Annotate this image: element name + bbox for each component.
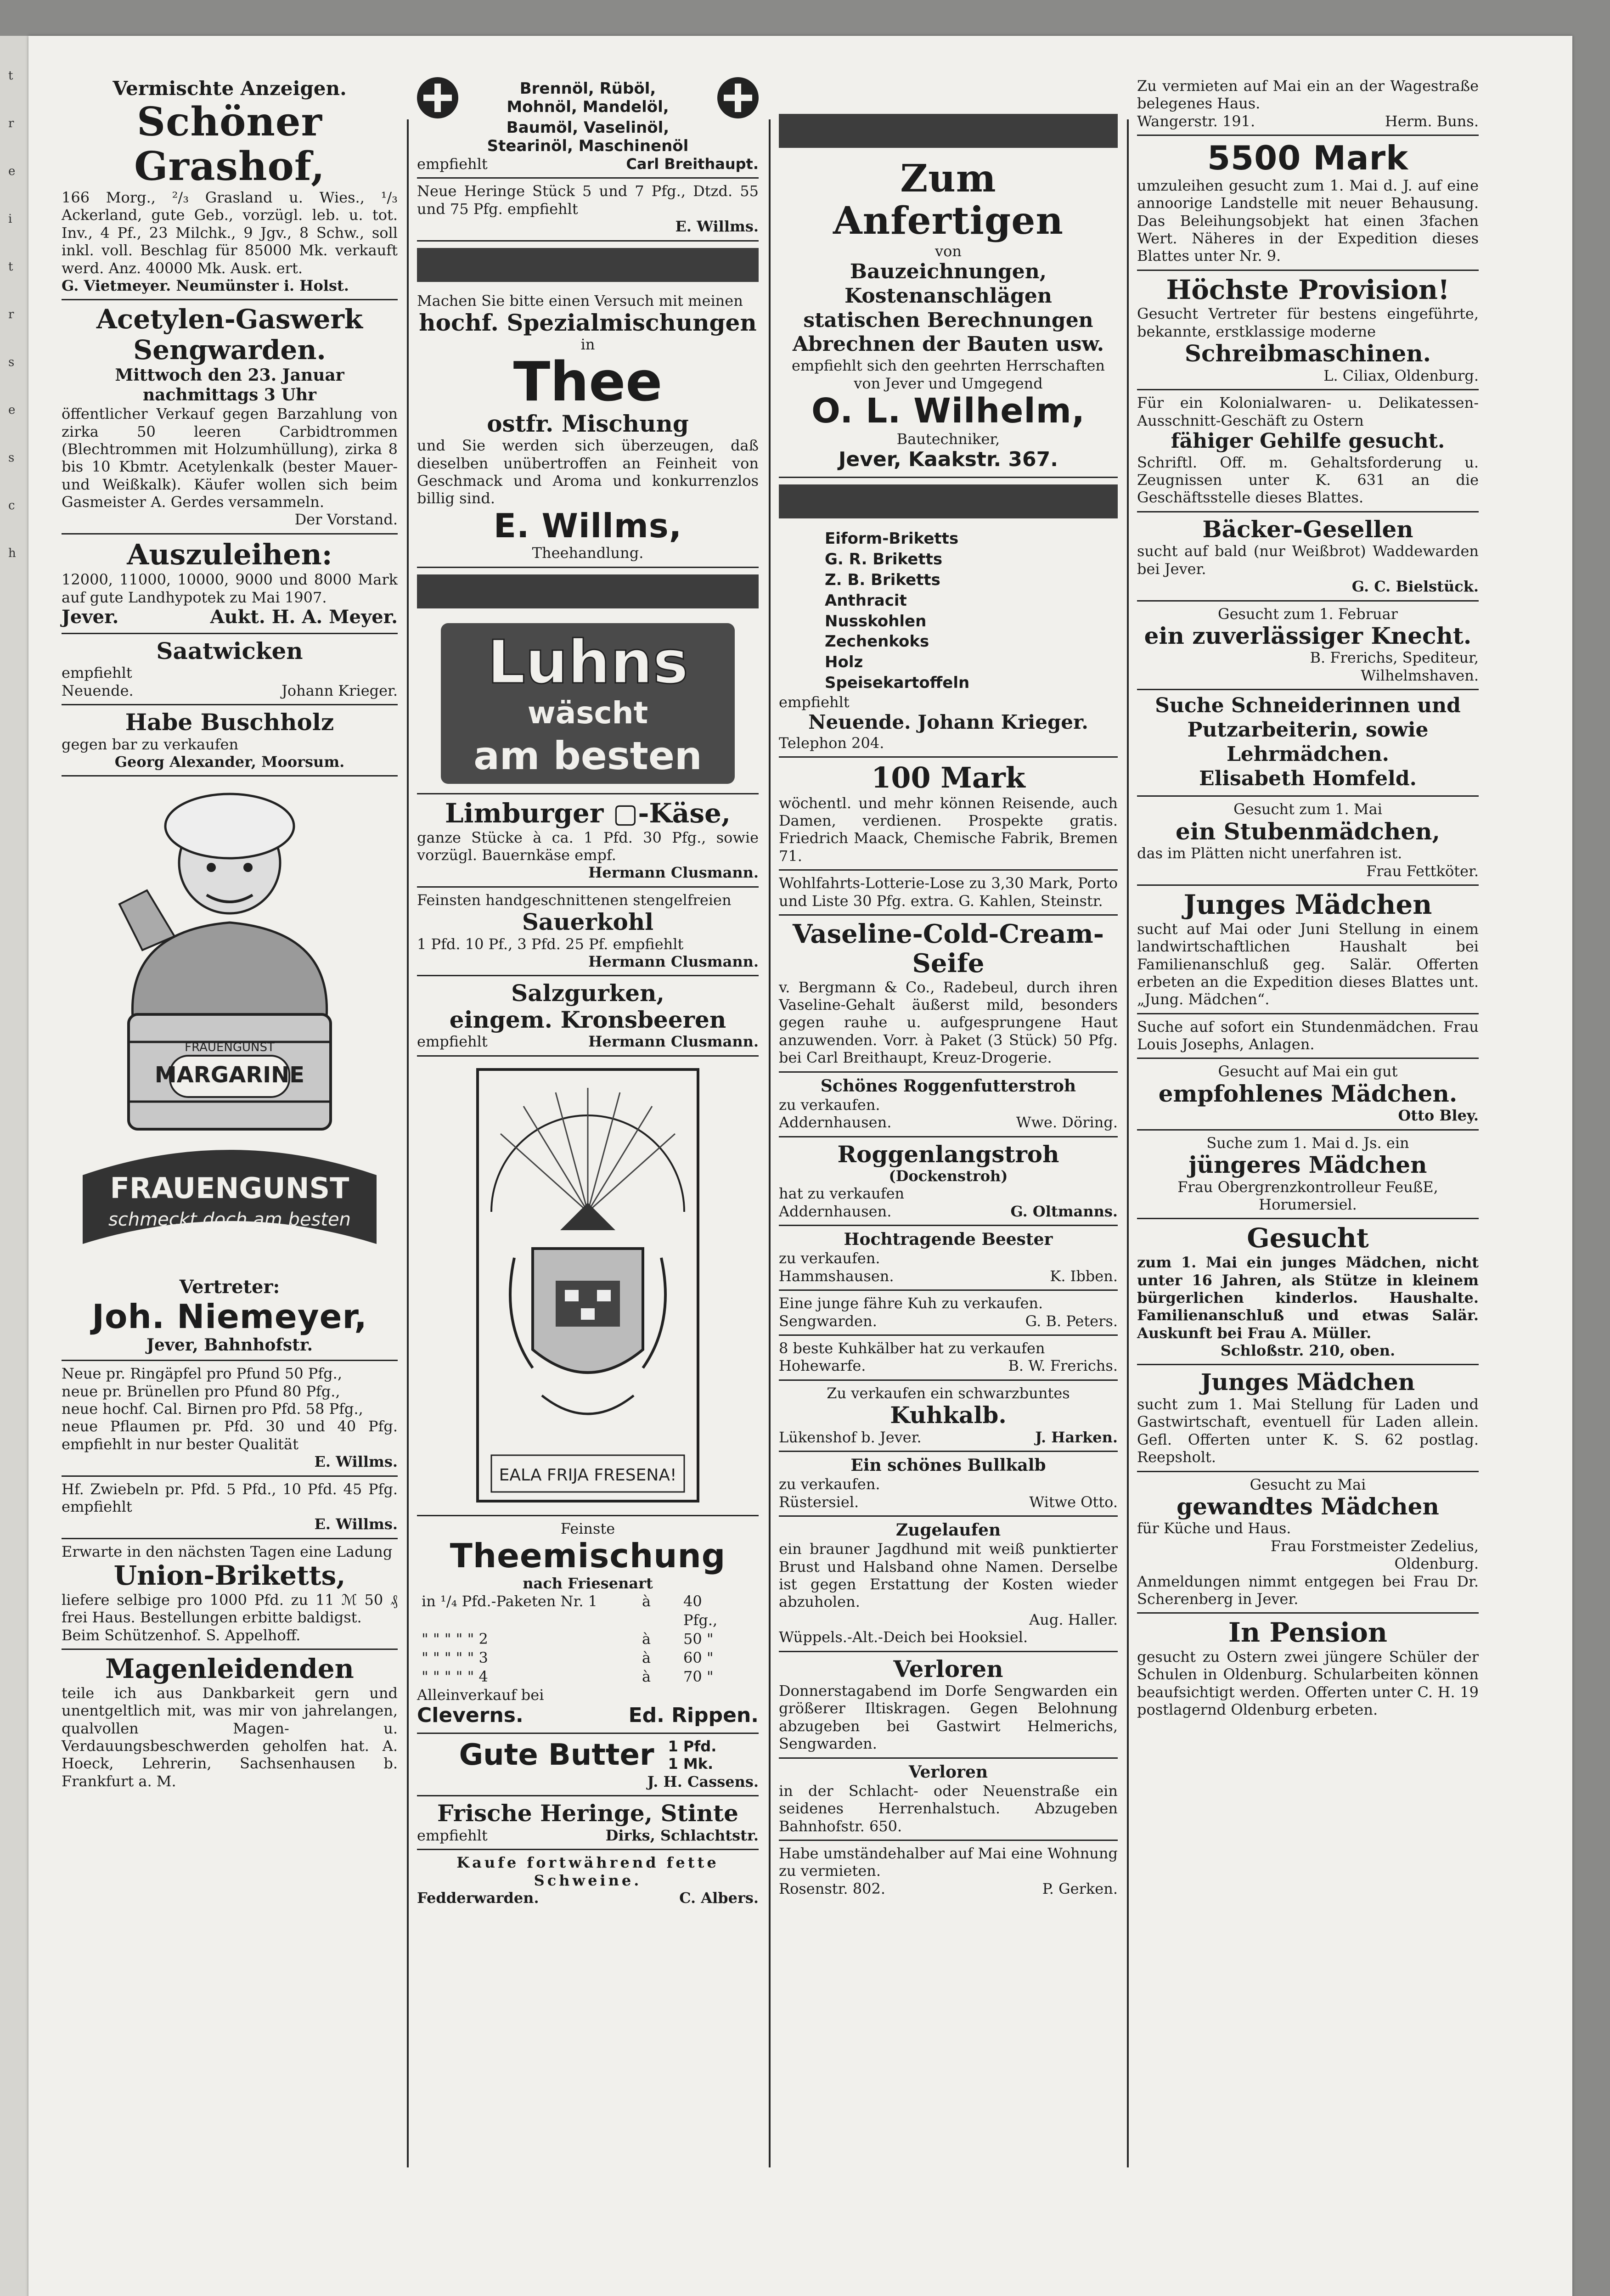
ad-signature: Horumersiel. bbox=[1259, 1196, 1357, 1214]
ad-text: empfiehlt bbox=[417, 1826, 488, 1844]
list-item: Zechenkoks bbox=[825, 632, 929, 651]
ad-firm: E. Willms, bbox=[493, 506, 682, 545]
ad-title: Sauerkohl bbox=[522, 908, 654, 936]
service-line: Abrechnen der Bauten usw. bbox=[792, 332, 1104, 356]
ad-text: zum 1. Mai ein junges Mädchen, nicht unter 16 Jahren, als Stütze in kleinem bürgerlichen kinderlos. Haushalte. Familienanschluß und etwas Salär. Auskunft bei Frau A. Müller. bbox=[1137, 1254, 1479, 1342]
ad-title: Gute Butter bbox=[459, 1738, 654, 1773]
margin-letter: r bbox=[8, 308, 14, 321]
oil-line: Baumöl, Vaselinöl, bbox=[506, 118, 670, 137]
ad-text: Schriftl. Off. m. Gehaltsforderung u. Zeugnissen unter K. 631 an die Geschäftsstelle dieses Blattes. bbox=[1137, 453, 1479, 506]
ad-place: Rüstersiel. bbox=[779, 1493, 859, 1511]
tub-label-top: FRAUENGUNST bbox=[185, 1041, 275, 1055]
column-4 bbox=[1130, 73, 1486, 2167]
luhns-slogan: am besten bbox=[473, 733, 702, 778]
ad-fruits bbox=[62, 1361, 398, 1476]
ad-place: Fedderwarden. bbox=[417, 1889, 539, 1907]
ad-text: empfiehlt bbox=[779, 693, 850, 711]
ad-title: Junges Mädchen bbox=[1183, 889, 1432, 921]
ad-thee bbox=[417, 288, 759, 568]
ad-text: Suche zum 1. Mai d. Js. ein bbox=[1206, 1134, 1409, 1152]
ad-date: Mittwoch den 23. Januar nachmittags 3 Uhr bbox=[115, 365, 344, 405]
ad-title: Gesucht bbox=[1247, 1222, 1369, 1254]
ad-grashof bbox=[62, 73, 398, 300]
ad-subtitle: Schreibmaschinen. bbox=[1184, 340, 1431, 367]
ad-title: jüngeres Mädchen bbox=[1188, 1151, 1427, 1179]
ad-frische-heringe bbox=[417, 1796, 759, 1850]
ad-butter bbox=[417, 1734, 759, 1796]
ad-text: Feinsten handgeschnittenen stengelfreien bbox=[417, 891, 732, 909]
ad-title: Thee bbox=[513, 349, 663, 413]
ad-signature: Hermann Clusmann. bbox=[588, 1033, 759, 1051]
ad-title: Verloren bbox=[893, 1655, 1003, 1683]
ad-text: zu verkaufen. bbox=[779, 1249, 880, 1267]
ad-text: Zu verkaufen ein schwarzbuntes bbox=[827, 1384, 1070, 1402]
ad-text: Eine junge fähre Kuh zu verkaufen. bbox=[779, 1294, 1043, 1312]
ad-signature: Johann Krieger. bbox=[281, 681, 398, 699]
tub-label: MARGARINE bbox=[154, 1062, 305, 1088]
ad-knecht bbox=[1137, 602, 1479, 691]
ad-title: fähiger Gehilfe gesucht. bbox=[1171, 429, 1445, 453]
margin-letter: s bbox=[8, 355, 15, 369]
ad-text: Kaufe fortwährend fette Schweine. bbox=[456, 1854, 719, 1889]
banner-title: FRAUENGUNST bbox=[110, 1171, 349, 1205]
left-margin-strip bbox=[0, 36, 28, 2296]
ad-kuhkaelber bbox=[779, 1336, 1118, 1381]
ad-100-mark bbox=[779, 758, 1118, 871]
ad-text: Feinste bbox=[560, 1519, 615, 1537]
margin-letter: i bbox=[8, 212, 12, 226]
ad-text: Gesucht zum 1. Februar bbox=[1218, 605, 1398, 623]
ad-signature: Oldenburg. bbox=[1394, 1555, 1479, 1573]
ad-firm-sub: Bautechniker, bbox=[896, 430, 1000, 448]
ad-place: Neuende. bbox=[62, 681, 134, 699]
ad-signature: Otto Bley. bbox=[1398, 1107, 1479, 1125]
ad-text: Gesucht zu Mai bbox=[1250, 1475, 1366, 1493]
ad-luhns bbox=[417, 615, 759, 794]
ad-gesucht bbox=[1137, 1219, 1479, 1365]
ad-signature: Wilhelmshaven. bbox=[1361, 666, 1479, 684]
luhns-wordmark: Luhns bbox=[487, 627, 688, 697]
ad-signature: Aug. Haller. bbox=[1029, 1610, 1118, 1628]
ad-junges-maedchen-2 bbox=[1137, 1365, 1479, 1472]
price-table bbox=[417, 1592, 759, 1686]
oil-line: Mohnöl, Mandelöl, bbox=[507, 98, 669, 116]
oil-line: Stearinöl, Maschinenöl bbox=[487, 137, 689, 155]
ad-text: Gesucht auf Mai ein gut bbox=[1218, 1063, 1398, 1080]
ad-signature: L. Ciliax, Oldenburg. bbox=[1323, 366, 1479, 384]
column-1 bbox=[54, 73, 405, 2167]
ad-address: Wüppels.-Alt.-Deich bei Hooksiel. bbox=[779, 1628, 1028, 1646]
ad-provision bbox=[1137, 271, 1479, 390]
ad-theemischung bbox=[417, 1516, 759, 1734]
list-item: Nusskohlen bbox=[825, 612, 927, 630]
ad-signature: Ed. Rippen. bbox=[628, 1704, 759, 1728]
ad-text: zu verkaufen. bbox=[779, 1096, 880, 1114]
ad-roggenlangstroh bbox=[779, 1137, 1118, 1227]
list-item: G. R. Briketts bbox=[825, 550, 943, 568]
ad-signature: J. Harken. bbox=[1035, 1428, 1118, 1446]
ad-oils bbox=[417, 73, 759, 179]
margarine-illustration bbox=[69, 785, 390, 1272]
ad-signature: C. Albers. bbox=[679, 1889, 759, 1907]
ad-text: Anmeldungen nimmt entgegen bei Frau Dr. Scherenberg in Jever. bbox=[1137, 1572, 1479, 1608]
ad-text: gegen bar zu verkaufen bbox=[62, 735, 239, 753]
ad-signature: Frau Obergrenzkontrolleur FeußE, bbox=[1177, 1178, 1438, 1196]
ad-title: Schönes Roggenfutterstroh bbox=[820, 1076, 1076, 1096]
ad-title: gewandtes Mädchen bbox=[1177, 1492, 1439, 1520]
ad-margarine bbox=[62, 777, 398, 1361]
ad-auszuleihen bbox=[62, 535, 398, 634]
ad-title: Bäcker-Gesellen bbox=[1202, 515, 1413, 543]
list-item: Eiform-Briketts bbox=[825, 529, 959, 548]
ad-text: 12000, 11000, 10000, 9000 und 8000 Mark auf gute Landhypotek zu Mai 1907. bbox=[62, 571, 398, 606]
ad-place: Addernhausen. bbox=[779, 1114, 892, 1131]
red-cross-icon bbox=[717, 77, 759, 118]
ad-text: neue Pflaumen pr. Pfd. 30 und 40 Pfg. empfiehlt in nur bester Qualität bbox=[62, 1418, 398, 1453]
ad-text: Machen Sie bitte einen Versuch mit meinen bbox=[417, 292, 743, 310]
ad-junges-maedchen-1 bbox=[1137, 886, 1479, 1014]
ad-title: Ein schönes Bullkalb bbox=[850, 1456, 1046, 1475]
ad-signature: Frau Forstmeister Zedelius, bbox=[1270, 1537, 1479, 1555]
ad-signature: Hermann Clusmann. bbox=[588, 952, 759, 970]
ad-verloren-2 bbox=[779, 1759, 1118, 1841]
ad-empfohlenes-maedchen bbox=[1137, 1059, 1479, 1130]
ad-signature: G. Vietmeyer. Neumünster i. Holst. bbox=[62, 276, 349, 294]
ad-text: das im Plätten nicht unerfahren ist. bbox=[1137, 844, 1402, 862]
ad-text: sucht auf Mai oder Juni Stellung in einem landwirtschaftlichen Haushalt bei Familienanschluß geg. Salär. Offerten erbeten an die Expedition dieses Blattes unt. „Jung. Mädchen“. bbox=[1137, 920, 1479, 1008]
ad-sauerkohl bbox=[417, 888, 759, 977]
ad-buschholz bbox=[62, 705, 398, 777]
ad-saatwicken bbox=[62, 634, 398, 705]
column-rule bbox=[1127, 119, 1129, 2167]
ad-text: Für ein Kolonialwaren- u. Delikatessen-Ausschnitt-Geschäft zu Ostern bbox=[1137, 394, 1479, 429]
ad-schweine bbox=[417, 1850, 759, 1911]
ad-subtitle: (Dockenstroh) bbox=[889, 1167, 1008, 1185]
ad-text: in der Schlacht- oder Neuenstraße ein seidenes Herrenhalstuch. Abzugeben Bahnhofstr. 650. bbox=[779, 1782, 1118, 1835]
ad-vaseline bbox=[779, 916, 1118, 1073]
ad-text: Wohlfahrts-Lotterie-Lose zu 3,30 Mark, Porto und Liste 30 Pfg. extra. G. Kahlen, Steinstr. bbox=[779, 874, 1118, 910]
ad-title: Roggenlangstroh bbox=[837, 1140, 1059, 1168]
ad-firm-sub: Theehandlung. bbox=[532, 544, 644, 562]
ad-signature: K. Ibben. bbox=[1050, 1267, 1118, 1285]
price-row: " " " " " 2 à 50 " bbox=[422, 1630, 714, 1648]
ad-zugelaufen bbox=[779, 1517, 1118, 1652]
ad-subtitle: ostfr. Mischung bbox=[487, 410, 689, 437]
ad-text: neue hochf. Cal. Birnen pro Pfd. 58 Pfg., bbox=[62, 1400, 363, 1418]
ad-text: öffentlicher Verkauf gegen Barzahlung von zirka 50 leeren Carbidtrommen (Blechtrommen mit Holzumhüllung), zirka 8 bis 10 Kbmtr. Acetylenkalk (bester Mauer- und Weißkalk). Käufer wollen sich beim Gasmeister A. Gerdes versammeln. bbox=[62, 405, 398, 511]
ad-title: Junges Mädchen bbox=[1200, 1368, 1415, 1396]
ad-title: Suche Schneiderinnen und Putzarbeiterin, sowie Lehrmädchen. bbox=[1155, 694, 1461, 766]
ad-heringe bbox=[417, 179, 759, 241]
black-divider-bar bbox=[417, 574, 759, 608]
ad-union-briketts bbox=[62, 1539, 398, 1650]
ad-signature: Wwe. Döring. bbox=[1016, 1114, 1118, 1131]
ad-baecker bbox=[1137, 512, 1479, 602]
ad-gehilfe bbox=[1137, 390, 1479, 512]
oil-line: Brennöl, Rüböl, bbox=[519, 79, 656, 98]
ad-pension bbox=[1137, 1614, 1479, 1723]
ad-title: In Pension bbox=[1228, 1617, 1388, 1649]
ad-title: Verloren bbox=[908, 1762, 988, 1782]
ad-title: 100 Mark bbox=[871, 761, 1025, 795]
ad-text: empfiehlt sich den geehrten Herrschaften von Jever und Umgegend bbox=[791, 357, 1105, 392]
black-divider-bar bbox=[417, 248, 759, 282]
ad-signature: B. W. Frerichs. bbox=[1008, 1357, 1118, 1375]
list-item: Z. B. Briketts bbox=[825, 570, 940, 589]
ad-title: Kuhkalb. bbox=[890, 1401, 1007, 1429]
black-divider-bar bbox=[779, 484, 1118, 518]
ad-address: Rosenstr. 802. bbox=[779, 1880, 885, 1897]
price-row: " " " " " 3 à 60 " bbox=[422, 1649, 714, 1666]
ad-text: 166 Morg., ²/₃ Grasland u. Wies., ¹/₃ Ackerland, gute Geb., vorzügl. leb. u. tot. Inv., 4 Pf., 23 Milchk., 9 Jgv., 8 Schw., soll inkl. voll. Beschlag für 85000 Mk. verkauft werd. Anz. 40000 Mk. Ausk. ert. bbox=[62, 189, 398, 277]
ad-title: Union-Briketts, bbox=[113, 1560, 346, 1592]
ad-text: zu verkaufen. bbox=[779, 1475, 880, 1493]
ad-place: Hohewarfe. bbox=[779, 1357, 866, 1375]
ad-text: empfiehlt bbox=[62, 664, 132, 682]
ad-text: empfiehlt bbox=[417, 155, 488, 173]
ad-stundenmaedchen bbox=[1137, 1014, 1479, 1059]
butter-price: 1 Mk. bbox=[668, 1755, 714, 1773]
ad-schneiderinnen bbox=[1137, 690, 1479, 797]
ad-beester bbox=[779, 1226, 1118, 1291]
ad-roggenfutterstroh bbox=[779, 1073, 1118, 1137]
ad-signature: E. Willms. bbox=[675, 218, 759, 236]
column-rule bbox=[769, 119, 771, 2167]
ad-title: Höchste Provision! bbox=[1166, 274, 1450, 305]
ad-address: Wangerstr. 191. bbox=[1137, 112, 1255, 130]
emblem-motto: EALA FRIJA FRESENA! bbox=[499, 1465, 677, 1485]
margin-letter: e bbox=[8, 164, 16, 178]
ad-title: empfohlenes Mädchen. bbox=[1158, 1080, 1458, 1107]
ad-title: Zum Anfertigen bbox=[833, 157, 1064, 243]
ad-zwiebeln bbox=[62, 1477, 398, 1539]
margin-letter: t bbox=[8, 260, 13, 274]
ad-signature: Frau Fettköter. bbox=[1366, 862, 1479, 880]
ad-text: in bbox=[580, 336, 595, 354]
ad-signature: Elisabeth Homfeld. bbox=[1199, 766, 1417, 790]
ad-signature: B. Frerichs, Spediteur, bbox=[1310, 649, 1479, 667]
ad-magenleidenden bbox=[62, 1650, 398, 1795]
ad-title: Theemischung bbox=[450, 1536, 726, 1576]
ad-signature: Aukt. H. A. Meyer. bbox=[210, 606, 398, 628]
section-heading: Vermischte Anzeigen. bbox=[113, 77, 347, 100]
ad-place: Cleverns. bbox=[417, 1704, 524, 1728]
ad-text: Neue Heringe Stück 5 und 7 Pfg., Dtzd. 55 und 75 Pfg. empfiehlt bbox=[417, 182, 759, 218]
butter-weight: 1 Pfd. bbox=[668, 1738, 717, 1756]
ad-text: Suche auf sofort ein Stundenmädchen. Frau Louis Josephs, Anlagen. bbox=[1137, 1018, 1479, 1053]
ad-text: Donnerstagabend im Dorfe Sengwarden ein größerer Iltiskragen. Gegen Belohnung abzugeben bei Gastwirt Helmerichs, Sengwarden. bbox=[779, 1682, 1118, 1753]
ad-address: Jever, Bahnhofstr. bbox=[146, 1335, 313, 1355]
ad-subtitle: nach Friesenart bbox=[523, 1574, 653, 1592]
ad-text: neue pr. Brünellen pro Pfund 80 Pfg., bbox=[62, 1382, 340, 1400]
luhns-logo bbox=[441, 623, 735, 784]
list-item: Holz bbox=[825, 653, 863, 672]
ad-text: Zu vermieten auf Mai ein an der Wagestraße belegenes Haus. bbox=[1137, 77, 1479, 113]
margin-letter: c bbox=[8, 499, 15, 512]
ad-salzgurken bbox=[417, 976, 759, 1056]
ad-text: v. Bergmann & Co., Radebeul, durch ihren Vaseline-Gehalt äußerst mild, besonders gegen rauhe u. aufgesprungene Haut anzuwenden. Vorr. à Paket (3 Stück) 50 Pfg. bei Carl Breithaupt, Kreuz-Drogerie. bbox=[779, 978, 1118, 1067]
ad-5500-mark bbox=[1137, 136, 1479, 271]
ad-title: Auszuleihen: bbox=[127, 537, 332, 571]
ad-text: sucht auf bald (nur Weißbrot) Waddewarden bei Jever. bbox=[1137, 542, 1479, 578]
price-row: in ¹/₄ Pfd.-Paketen Nr. 1 à 40 Pfg., bbox=[422, 1593, 718, 1629]
ad-text: Habe umständehalber auf Mai eine Wohnung zu vermieten. bbox=[779, 1845, 1118, 1880]
price-row: " " " " " 4 à 70 " bbox=[422, 1667, 714, 1685]
ad-text: für Küche und Haus. bbox=[1137, 1519, 1291, 1537]
banner-slogan: schmeckt doch am besten bbox=[108, 1209, 351, 1231]
ad-text: ein brauner Jagdhund mit weiß punktierter Brust und Halsband ohne Namen. Derselbe ist gegen Erstattung der Kosten wieder abzuholen. bbox=[779, 1540, 1118, 1611]
ad-title: Saatwicken bbox=[156, 637, 303, 664]
margin-letter: s bbox=[8, 451, 15, 465]
frisian-coat-of-arms-illustration bbox=[473, 1065, 703, 1506]
ad-lotterie bbox=[779, 871, 1118, 916]
ad-briketts bbox=[779, 525, 1118, 758]
ad-signature: Beim Schützenhof. S. Appelhoff. bbox=[62, 1626, 301, 1644]
ad-title: Vaseline-Cold-Cream-Seife bbox=[793, 918, 1104, 979]
ad-wohnung bbox=[779, 1841, 1118, 1902]
ad-title: Magenleidenden bbox=[105, 1653, 354, 1685]
ad-signature: G. B. Peters. bbox=[1025, 1312, 1118, 1330]
ad-place: Hammshausen. bbox=[779, 1267, 894, 1285]
ad-text: ganze Stücke à ca. 1 Pfd. 30 Pfg., sowie vorzügl. Bauernkäse empf. bbox=[417, 828, 759, 864]
margin-letter: h bbox=[8, 546, 16, 560]
ad-text: Hf. Zwiebeln pr. Pfd. 5 Pfd., 10 Pfd. 45 Pfg. empfiehlt bbox=[62, 1480, 398, 1516]
ad-text: hat zu verkaufen bbox=[779, 1185, 905, 1203]
ad-address: Jever, Kaakstr. 367. bbox=[839, 448, 1058, 472]
ad-signature: E. Willms. bbox=[314, 1453, 398, 1471]
ad-text: Gesucht Vertreter für bestens eingeführte, bekannte, erstklassige moderne bbox=[1137, 305, 1479, 340]
black-divider-bar bbox=[779, 114, 1118, 148]
column-2 bbox=[410, 73, 766, 2167]
ad-title: Zugelaufen bbox=[895, 1520, 1001, 1540]
ad-title: eingem. Kronsbeeren bbox=[449, 1006, 726, 1033]
ad-text: empfiehlt bbox=[417, 1033, 488, 1051]
ad-subtitle: Vertreter: bbox=[179, 1276, 280, 1298]
ad-title: ein zuverlässiger Knecht. bbox=[1144, 622, 1472, 649]
ad-text: 1 Pfd. 10 Pf., 3 Pfd. 25 Pf. empfiehlt bbox=[417, 935, 684, 953]
ad-signature: Neuende. Johann Krieger. bbox=[808, 711, 1088, 734]
ad-title: 5500 Mark bbox=[1207, 139, 1409, 178]
ad-kuhkalb bbox=[779, 1381, 1118, 1452]
margin-letter: r bbox=[8, 117, 14, 130]
ad-signature: Witwe Otto. bbox=[1029, 1493, 1118, 1511]
ad-signature: J. H. Cassens. bbox=[647, 1773, 759, 1790]
ad-bautechniker bbox=[779, 154, 1118, 478]
ad-text: sucht zum 1. Mai Stellung für Laden und Gastwirtschaft, eventuell für Laden allein. Gefl. Offerten unter K. S. 62 postlag. Reepsholt. bbox=[1137, 1395, 1479, 1466]
ad-juengeres-maedchen bbox=[1137, 1131, 1479, 1220]
ad-signature: G. C. Bielstück. bbox=[1351, 578, 1479, 596]
ad-signature: G. Oltmanns. bbox=[1010, 1202, 1118, 1220]
ad-place: Jever. bbox=[62, 606, 119, 628]
ad-place: Sengwarden. bbox=[779, 1312, 877, 1330]
margin-letter: e bbox=[8, 403, 16, 417]
ad-bullkalb bbox=[779, 1452, 1118, 1517]
ad-title: Habe Buschholz bbox=[125, 709, 334, 736]
ad-frisia-emblem bbox=[417, 1057, 759, 1516]
ad-title: Limburger ▢-Käse, bbox=[445, 797, 731, 829]
service-line: Bauzeichnungen, Kostenanschlägen bbox=[844, 260, 1052, 308]
ad-text: teile ich aus Dankbarkeit gern und unentgeltlich mit, was mir von jahrelangen, qualvollen Magen- u. Verdauungsbeschwerden geholfen hat. A. Hoeck, Lehrerin, Sachsenhausen b. Frankfurt a. M. bbox=[62, 1684, 398, 1790]
ad-phone: Telephon 204. bbox=[779, 734, 884, 752]
ad-title: Frische Heringe, Stinte bbox=[437, 1800, 738, 1827]
ad-title: Hochtragende Beester bbox=[844, 1230, 1053, 1249]
ad-place: Addernhausen. bbox=[779, 1202, 892, 1220]
list-item: Speisekartoffeln bbox=[825, 674, 970, 692]
ad-text: Neue pr. Ringäpfel pro Pfund 50 Pfg., bbox=[62, 1365, 342, 1383]
ad-text: gesucht zu Ostern zwei jüngere Schüler der Schulen in Oldenburg. Schularbeiten können beaufsichtigt werden. Offerten unter C. H. 19 postlagernd Oldenburg erbeten. bbox=[1137, 1648, 1479, 1719]
ad-verloren-1 bbox=[779, 1652, 1118, 1759]
ad-kuh bbox=[779, 1291, 1118, 1336]
product-list bbox=[779, 529, 1118, 693]
ad-place: Lükenshof b. Jever. bbox=[779, 1428, 922, 1446]
ad-signature: P. Gerken. bbox=[1042, 1880, 1118, 1897]
ad-acetylen bbox=[62, 300, 398, 534]
margin-letter: t bbox=[8, 69, 13, 83]
column-3 bbox=[771, 73, 1125, 2167]
ad-text: Erwarte in den nächsten Tagen eine Ladung bbox=[62, 1542, 393, 1560]
ad-signature: E. Willms. bbox=[314, 1515, 398, 1533]
ad-text: wöchentl. und mehr können Reisende, auch Damen, verdienen. Prospekte gratis. Friedrich Maack, Chemische Fabrik, Bremen 71. bbox=[779, 794, 1118, 865]
ad-signature: Der Vorstand. bbox=[294, 511, 398, 529]
ad-title: Acetylen-Gaswerk Sengwarden. bbox=[96, 304, 363, 366]
service-line: statischen Berechnungen bbox=[803, 308, 1093, 332]
ad-text: von bbox=[935, 242, 962, 260]
ad-signature: Carl Breithaupt. bbox=[626, 155, 759, 173]
ad-signature: Herm. Buns. bbox=[1385, 112, 1479, 130]
ad-signature: Hermann Clusmann. bbox=[588, 864, 759, 882]
ad-title: Schöner Grashof, bbox=[134, 99, 325, 190]
ad-title: ein Stubenmädchen, bbox=[1176, 817, 1440, 845]
ad-firm: O. L. Wilhelm, bbox=[811, 391, 1085, 431]
ad-signature: Georg Alexander, Moorsum. bbox=[114, 753, 345, 771]
ad-limburger bbox=[417, 794, 759, 888]
ad-gewandtes-maedchen bbox=[1137, 1472, 1479, 1614]
column-rule bbox=[407, 119, 409, 2167]
ad-title: Salzgurken, bbox=[511, 979, 664, 1007]
luhns-slogan: wäscht bbox=[527, 695, 648, 731]
ad-title: Joh. Niemeyer, bbox=[92, 1297, 367, 1336]
red-cross-icon bbox=[417, 77, 458, 118]
ad-haus bbox=[1137, 73, 1479, 136]
ad-text: Gesucht zum 1. Mai bbox=[1233, 800, 1382, 818]
ad-address: Schloßstr. 210, oben. bbox=[1220, 1342, 1396, 1360]
ad-text: liefere selbige pro 1000 Pfd. zu 11 ℳ 50 ₰ frei Haus. Bestellungen erbitte baldigst. bbox=[62, 1591, 398, 1626]
list-item: Anthracit bbox=[825, 591, 907, 610]
ad-stubenmaedchen bbox=[1137, 797, 1479, 886]
ad-text: und Sie werden sich überzeugen, daß dieselben unübertroffen an Feinheit von Geschmack und Aroma und konkurrenzlos billig sind. bbox=[417, 437, 759, 507]
ad-subtitle: hochf. Spezialmischungen bbox=[419, 309, 757, 336]
ad-text: 8 beste Kuhkälber hat zu verkaufen bbox=[779, 1339, 1045, 1357]
ad-text: Alleinverkauf bei bbox=[417, 1686, 544, 1704]
ad-signature: Dirks, Schlachtstr. bbox=[605, 1826, 759, 1844]
ad-text: umzuleihen gesucht zum 1. Mai d. J. auf eine annoorige Landstelle mit neuer Behausung. Das Beleihungsobjekt hat einen 3fachen Wert. Näheres in der Expedition dieses Blattes unter Nr. 9. bbox=[1137, 176, 1479, 265]
